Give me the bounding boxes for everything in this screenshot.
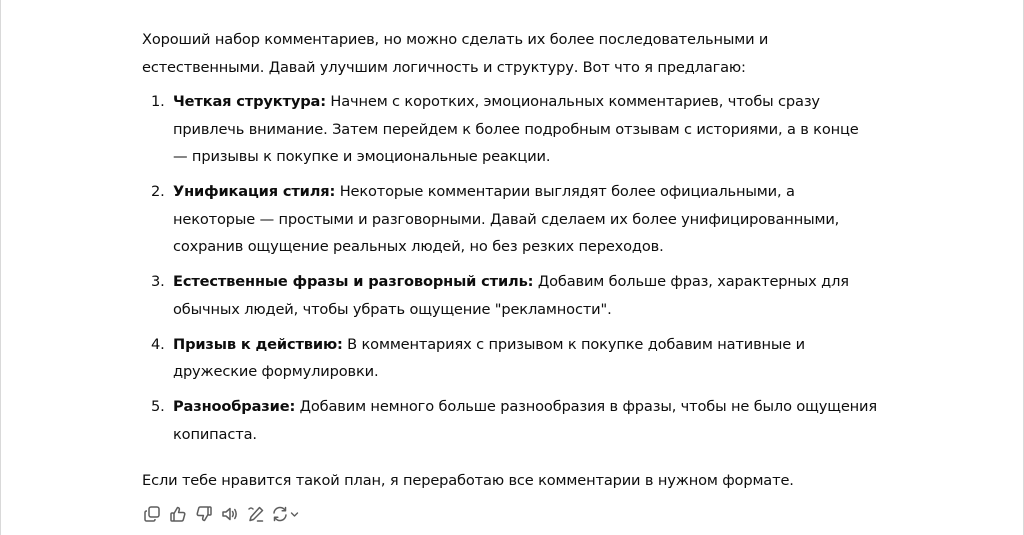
list-item-number: 3. xyxy=(151,273,165,290)
message-intro: Хороший набор комментариев, но можно сделать их более последовательными и естественными. Давай улучшим логичность и структуру. Вот что я предлагаю: xyxy=(142,31,769,76)
message-outro: Если тебе нравится такой план, я переработаю все комментарии в нужном формате. xyxy=(142,472,794,489)
good-response-button[interactable] xyxy=(167,503,189,525)
list-item-title: Разнообразие: xyxy=(173,398,296,415)
list-item xyxy=(142,178,877,261)
edit-icon xyxy=(247,505,265,523)
list-item-number: 5. xyxy=(151,398,165,415)
list-item xyxy=(142,331,877,386)
list-item xyxy=(142,393,877,448)
list-item-text: Добавим немного больше разнообразия в фразы, чтобы не было ощущения копипаста. xyxy=(173,398,877,443)
copy-icon xyxy=(143,505,161,523)
list-item-title: Призыв к действию: xyxy=(173,335,343,353)
list-item-number: 4. xyxy=(151,335,165,353)
assistant-message xyxy=(142,26,877,495)
bad-response-button[interactable] xyxy=(193,503,215,525)
list-item-number: 1. xyxy=(151,93,165,110)
list-item-title: Унификация стиля: xyxy=(173,183,336,200)
plan-list xyxy=(142,88,877,448)
list-item-text: Добавим больше фраз, характерных для обычных людей, чтобы убрать ощущение "рекламности". xyxy=(173,273,849,318)
thumbs-up-icon xyxy=(169,505,187,523)
list-item-text: Некоторые комментарии выглядят более официальными, а некоторые — простыми и разговорными. Давай сделаем их более унифицированными, сохранив ощущение реальных людей, но без резких переходов. xyxy=(173,183,840,255)
list-item xyxy=(142,88,877,171)
read-aloud-icon xyxy=(221,505,239,523)
list-item xyxy=(142,268,877,323)
read-aloud-button[interactable] xyxy=(219,503,241,525)
list-item-title: Четкая структура: xyxy=(173,93,326,110)
list-item-title: Естественные фразы и разговорный стиль: xyxy=(173,273,534,290)
list-item-text: Начнем с коротких, эмоциональных комментариев, чтобы сразу привлечь внимание. Затем перейдем к более подробным отзывам с историями, а в конце — призывы к покупке и эмоциональные реакции. xyxy=(173,93,859,165)
edit-button[interactable] xyxy=(245,503,267,525)
list-item-number: 2. xyxy=(151,183,165,200)
regenerate-icon xyxy=(271,505,289,523)
regenerate-button[interactable] xyxy=(271,503,301,525)
message-actions-bar xyxy=(141,503,301,525)
thumbs-down-icon xyxy=(195,505,213,523)
copy-button[interactable] xyxy=(141,503,163,525)
window-left-border xyxy=(0,0,1,535)
chevron-down-icon xyxy=(290,510,299,519)
list-item-text: В комментариях с призывом к покупке добавим нативные и дружеские формулировки. xyxy=(173,335,805,380)
